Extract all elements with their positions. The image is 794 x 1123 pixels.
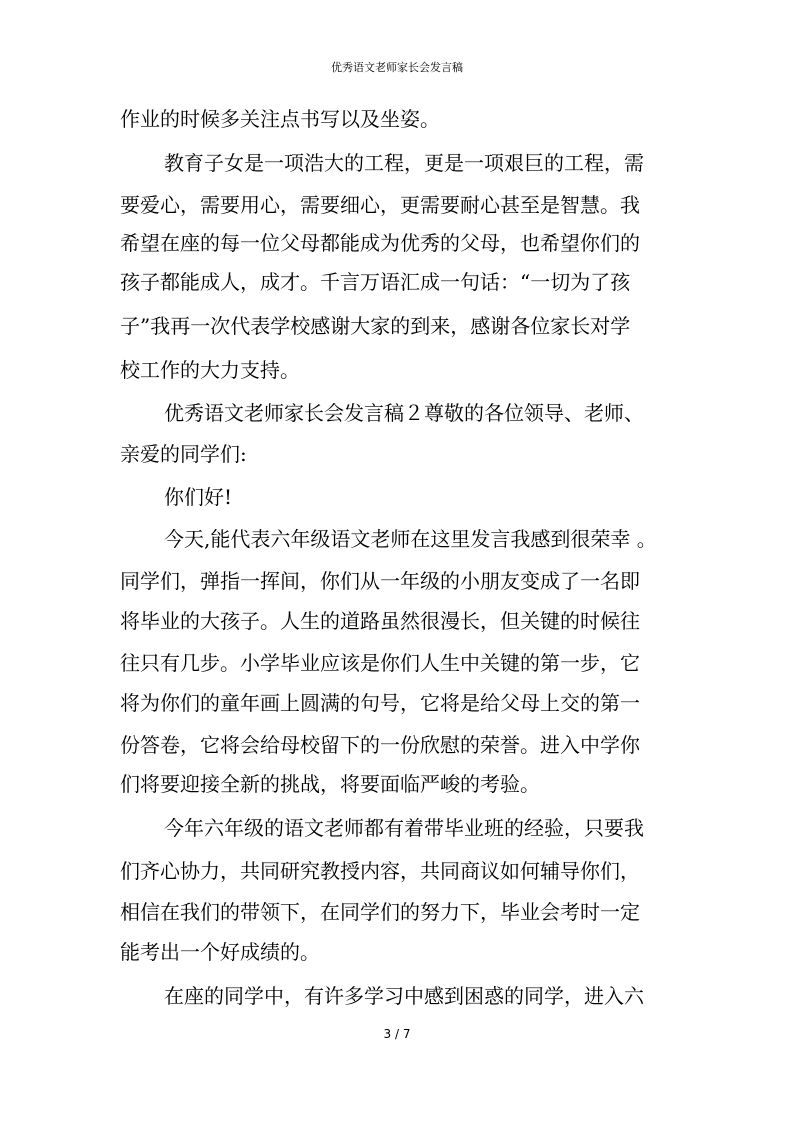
text-line: 相信在我们的带领下，在同学们的努力下，毕业会考时一定 <box>120 900 640 924</box>
page-header: 优秀语文老师家长会发言稿 <box>331 61 463 74</box>
paragraph-start: 今年六年级的语文老师都有着带毕业班的经验，只要我 <box>164 816 644 840</box>
text-line: 校工作的大力支持。 <box>120 358 300 382</box>
greeting-line: 你们好! <box>164 485 233 509</box>
text-line: 往只有几步。小学毕业应该是你们人生中关键的第一步，它 <box>120 651 640 675</box>
text-line: 亲爱的同学们: <box>120 442 247 466</box>
text-line: 们齐心协力，共同研究教授内容，共同商议如何辅导你们， <box>120 859 640 883</box>
paragraph-start: 今天,能代表六年级语文老师在这里发言我感到很荣幸 。 <box>164 527 657 551</box>
text-line: 孩子都能成人，成才。千言万语汇成一句话：“一切为了孩 <box>120 270 631 294</box>
text-line: 份答卷，它将会给母校留下的一份欣慰的荣誉。进入中学你 <box>120 733 640 757</box>
text-line: 将为你们的童年画上圆满的句号，它将是给父母上交的第一 <box>120 691 640 715</box>
text-line: 能考出一个好成绩的。 <box>120 940 320 964</box>
text-line: 同学们，弹指一挥间，你们从一年级的小朋友变成了一名即 <box>120 569 640 593</box>
paragraph-start: 教育子女是一项浩大的工程，更是一项艰巨的工程，需 <box>164 151 644 175</box>
paragraph-start: 优秀语文老师家长会发言稿２尊敬的各位领导、老师、 <box>164 401 644 425</box>
text-line: 们将要迎接全新的挑战，将要面临严峻的考验。 <box>120 772 540 796</box>
text-line: 作业的时候多关注点书写以及坐姿。 <box>120 107 440 131</box>
paragraph-start: 在座的同学中，有许多学习中感到困惑的同学，进入六 <box>164 984 644 1008</box>
page-number: 3 / 7 <box>383 1027 411 1041</box>
text-line: 子”我再一次代表学校感谢大家的到来，感谢各位家长对学 <box>120 314 631 338</box>
text-line: 希望在座的每一位父母都能成为优秀的父母，也希望你们的 <box>120 231 640 255</box>
text-line: 要爱心，需要用心，需要细心，更需要耐心甚至是智慧。我 <box>120 193 640 217</box>
text-line: 将毕业的大孩子。人生的道路虽然很漫长，但关键的时候往 <box>120 609 640 633</box>
